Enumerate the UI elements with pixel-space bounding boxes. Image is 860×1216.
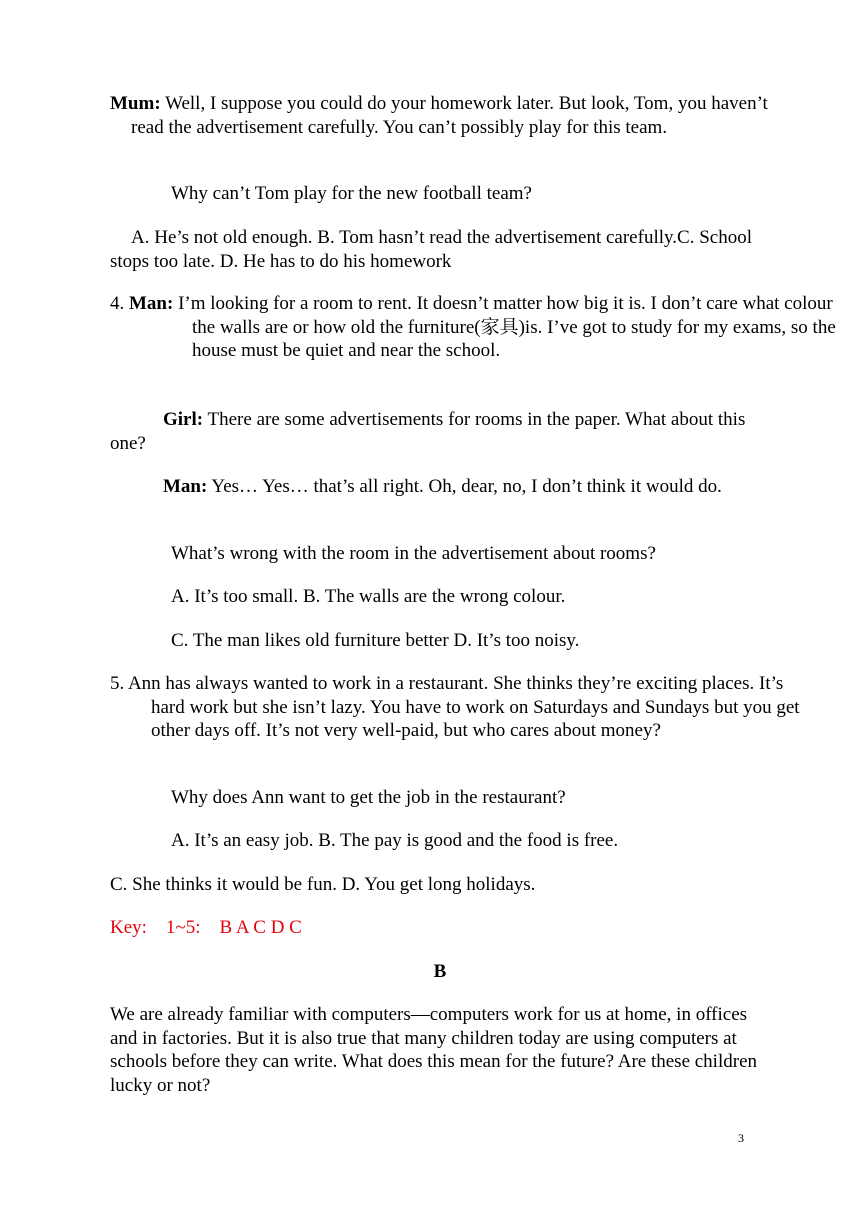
q4-man-reply: [110, 475, 770, 499]
q4-question: What’s wrong with the room in the advertisement about rooms?: [171, 543, 656, 564]
section-b-heading: B: [433, 961, 447, 982]
section-b-paragraph: We are already familiar with computers—computers work for us at home, in offices and in factories. But it is also true that many children today are using computers at schools before they can write. What does this mean for the future? Are these children lucky or not?: [110, 1004, 758, 1096]
q4-options-ab: A. It’s too small. B. The walls are the wrong colour.: [171, 586, 566, 607]
speaker-label: Girl:: [163, 409, 204, 430]
q3-options: A. He’s not old enough. B. Tom hasn’t read the advertisement carefully.C. School stops too late. D. He has to do his homework: [110, 227, 752, 272]
dialogue-text: I’m looking for a room to rent. It doesn’t matter how big it is. I don’t care what colour the walls are or how old the furniture(家具)is. I’ve got to study for my exams, so the house must be quiet and near the school.: [173, 293, 836, 361]
q3-mum-dialogue: [110, 92, 791, 139]
dialogue-text: Well, I suppose you could do your homework later. But look, Tom, you haven’t read the advertisement carefully. You can’t possibly play for this team.: [131, 93, 768, 138]
q4-options-cd: C. The man likes old furniture better D. It’s too noisy.: [171, 630, 580, 651]
dialogue-text: Yes… Yes… that’s all right. Oh, dear, no, I don’t think it would do.: [207, 476, 722, 497]
q3-question: Why can’t Tom play for the new football team?: [171, 183, 532, 204]
question-number: 4.: [110, 293, 129, 314]
dialogue-text: There are some advertisements for rooms in the paper. What about this one?: [110, 409, 746, 454]
q5-passage: 5. Ann has always wanted to work in a restaurant. She thinks they’re exciting places. It’s hard work but she isn’t lazy. You have to work on Saturdays and Sundays but you get other days off. It’s not very well-paid, but who cares about money?: [110, 673, 800, 741]
speaker-label: Man:: [129, 293, 174, 314]
page-number: 3: [738, 1131, 744, 1145]
q4-girl-dialogue: [110, 408, 770, 455]
q5-options-cd: C. She thinks it would be fun. D. You get long holidays.: [110, 874, 536, 895]
speaker-label: Mum:: [110, 93, 161, 114]
q4-man-dialogue: [110, 292, 852, 363]
q5-options-ab: A. It’s an easy job. B. The pay is good and the food is free.: [171, 830, 619, 851]
answer-key: Key: 1~5: B A C D C: [110, 917, 302, 938]
speaker-label: Man:: [163, 476, 208, 497]
q5-question: Why does Ann want to get the job in the restaurant?: [171, 787, 566, 808]
